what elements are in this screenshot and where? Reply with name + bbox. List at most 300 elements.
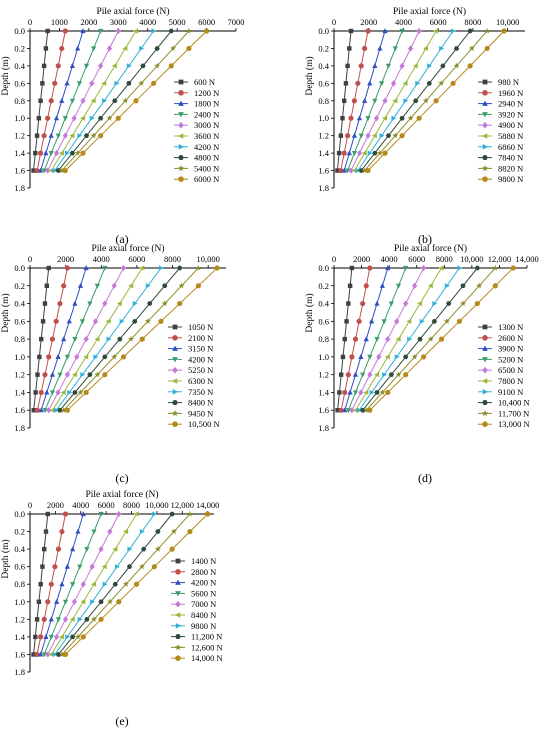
legend-marker xyxy=(482,122,488,129)
data-point xyxy=(345,133,350,138)
legend-entry: 11,700 N xyxy=(498,408,530,419)
data-point xyxy=(67,318,72,323)
x-tick-label: 2000 xyxy=(46,500,64,510)
data-point xyxy=(368,151,373,156)
data-point xyxy=(367,80,372,85)
chart-panel-e xyxy=(0,489,223,728)
legend-marker xyxy=(482,335,488,341)
legend-entry: 5400 N xyxy=(194,163,220,174)
data-point xyxy=(367,265,372,270)
y-tick-label: 1.6 xyxy=(14,165,25,176)
x-tick-label: 0 xyxy=(27,17,33,27)
data-point xyxy=(65,634,70,639)
legend-entry: 5200 N xyxy=(498,354,524,365)
data-point xyxy=(91,582,96,587)
legend-entry: 2800 N xyxy=(191,566,217,577)
data-point xyxy=(63,168,68,173)
data-point xyxy=(116,116,121,121)
data-point xyxy=(46,512,50,516)
data-point xyxy=(49,616,54,621)
data-point xyxy=(451,81,456,86)
data-point xyxy=(358,389,363,395)
data-point xyxy=(389,301,394,306)
panel-label: (b) xyxy=(418,232,432,246)
legend-entry: 6000 N xyxy=(194,174,220,185)
data-point xyxy=(403,372,408,377)
data-point xyxy=(341,355,345,359)
data-point xyxy=(90,564,95,570)
legend-entry: 8400 N xyxy=(191,610,217,620)
data-point xyxy=(352,98,357,103)
legend-marker xyxy=(176,623,181,629)
data-point xyxy=(70,99,75,104)
data-point xyxy=(90,599,95,604)
data-point xyxy=(84,390,89,395)
data-point xyxy=(38,634,43,639)
legend-marker xyxy=(178,122,184,129)
x-tick-label: 14,000 xyxy=(515,254,539,264)
legend-marker xyxy=(483,389,488,395)
data-point xyxy=(50,337,55,342)
legend-marker xyxy=(482,400,488,405)
legend-marker xyxy=(172,421,178,427)
y-tick-label: 1.6 xyxy=(318,405,329,416)
data-point xyxy=(396,284,401,289)
data-point xyxy=(396,337,401,342)
data-point xyxy=(439,265,444,270)
data-point xyxy=(205,511,210,516)
legend-marker xyxy=(172,410,179,416)
y-tick-label: 1.2 xyxy=(318,130,329,141)
data-point xyxy=(421,265,426,271)
data-point xyxy=(457,319,462,324)
data-point xyxy=(353,372,358,377)
data-point xyxy=(360,301,365,306)
data-point xyxy=(347,46,351,50)
data-point xyxy=(39,337,43,341)
data-point xyxy=(102,372,107,377)
y-tick-label: 1.0 xyxy=(318,351,329,362)
legend-marker xyxy=(482,90,488,96)
data-point xyxy=(84,547,89,552)
x-tick-label: 8000 xyxy=(464,17,482,27)
y-tick-label: 1.8 xyxy=(14,423,25,433)
legend-entry: 2940 N xyxy=(498,98,524,109)
legend-marker xyxy=(482,155,488,160)
legend-marker xyxy=(176,559,181,564)
data-point xyxy=(187,529,192,534)
data-point xyxy=(376,354,381,360)
legend-entry: 1400 N xyxy=(191,556,217,566)
data-point xyxy=(140,529,145,534)
x-tick-label: 6000 xyxy=(408,254,426,264)
data-point xyxy=(362,98,367,103)
x-tick-label: 4000 xyxy=(72,500,90,510)
panel-label: (a) xyxy=(115,232,129,246)
legend-marker xyxy=(173,389,178,395)
data-point xyxy=(374,115,379,121)
data-point xyxy=(340,116,344,120)
data-point xyxy=(380,133,385,138)
legend-entry: 12,600 N xyxy=(191,642,223,653)
x-tick-label: 6000 xyxy=(97,500,115,510)
y-tick-label: 0.4 xyxy=(318,60,329,71)
chart-panel-b xyxy=(304,6,525,246)
legend-entry: 9100 N xyxy=(498,386,524,397)
legend-entry: 2100 N xyxy=(188,332,214,343)
data-point xyxy=(112,283,117,289)
data-point xyxy=(395,354,400,359)
data-point xyxy=(72,301,77,306)
data-point xyxy=(337,151,341,155)
y-tick-label: 0.6 xyxy=(14,561,25,572)
data-point xyxy=(123,529,128,534)
data-point xyxy=(72,599,77,605)
data-point xyxy=(416,28,421,34)
data-point xyxy=(152,511,157,516)
data-point xyxy=(457,265,462,270)
legend-marker xyxy=(175,569,181,575)
data-point xyxy=(116,599,121,604)
legend-entry: 3900 N xyxy=(498,343,524,354)
data-point xyxy=(90,116,95,121)
data-point xyxy=(80,116,85,121)
legend-entry: 2400 N xyxy=(194,109,220,120)
data-point xyxy=(128,283,133,288)
data-point xyxy=(403,98,408,103)
y-tick-label: 0.4 xyxy=(318,298,329,309)
chart-panel-a xyxy=(0,6,245,246)
data-point xyxy=(342,390,347,395)
legend xyxy=(478,322,530,429)
x-tick-label: 0 xyxy=(27,254,33,264)
data-point xyxy=(72,337,77,342)
data-point xyxy=(35,133,39,137)
data-point xyxy=(78,283,83,288)
data-point xyxy=(81,634,86,639)
chart-panel-d xyxy=(304,243,539,485)
data-point xyxy=(204,28,209,33)
legend-marker xyxy=(483,325,488,330)
x-tick-label: 2000 xyxy=(57,254,75,264)
data-point xyxy=(127,63,132,68)
data-point xyxy=(65,151,70,156)
data-point xyxy=(349,29,353,33)
data-point xyxy=(339,133,343,137)
data-point xyxy=(70,582,75,587)
data-point xyxy=(502,28,507,33)
data-point xyxy=(70,133,75,138)
data-point xyxy=(406,319,411,324)
data-point xyxy=(56,134,61,139)
x-tick-label: 1000 xyxy=(50,17,68,27)
data-point xyxy=(112,63,117,68)
data-point xyxy=(355,81,360,86)
data-point xyxy=(50,408,55,413)
x-tick-label: 8000 xyxy=(123,500,141,510)
data-point xyxy=(365,28,370,33)
data-point xyxy=(348,390,353,395)
x-tick-label: 12,000 xyxy=(487,254,512,264)
legend-marker xyxy=(178,90,184,96)
y-tick-label: 0.0 xyxy=(318,26,329,36)
y-tick-label: 1.4 xyxy=(14,148,25,159)
chart-panel-c xyxy=(0,243,226,485)
y-tick-label: 1.8 xyxy=(318,183,329,193)
data-point xyxy=(41,319,45,323)
data-point xyxy=(133,98,138,103)
data-point xyxy=(350,266,354,270)
data-point xyxy=(50,372,55,377)
data-point xyxy=(359,63,364,68)
data-point xyxy=(52,81,57,86)
data-point xyxy=(151,81,156,86)
data-point xyxy=(186,46,191,51)
legend-entry: 3150 N xyxy=(188,343,214,354)
panel-label: (c) xyxy=(115,471,129,485)
data-point xyxy=(134,511,139,516)
x-tick-label: 10,000 xyxy=(196,254,220,264)
data-point xyxy=(77,133,82,138)
legend-marker xyxy=(178,176,184,182)
y-tick-label: 1.2 xyxy=(14,614,25,625)
data-point xyxy=(102,98,107,103)
legend-entry: 1300 N xyxy=(498,322,524,332)
data-point xyxy=(89,80,94,86)
data-point xyxy=(423,46,428,51)
data-point xyxy=(33,390,37,394)
data-point xyxy=(417,301,422,306)
legend-entry: 1960 N xyxy=(498,87,524,98)
data-point xyxy=(158,319,163,324)
legend-entry: 4200 N xyxy=(194,141,220,152)
legend-marker xyxy=(482,378,487,384)
legend-entry: 5880 N xyxy=(498,131,524,141)
data-point xyxy=(359,134,364,139)
x-tick-label: 6000 xyxy=(128,254,146,264)
legend-entry: 2600 N xyxy=(498,332,524,343)
data-point xyxy=(45,599,50,604)
y-tick-label: 1.4 xyxy=(14,631,25,642)
x-tick-label: 0 xyxy=(331,17,337,27)
data-point xyxy=(339,372,343,376)
data-point xyxy=(49,133,54,138)
legend-entry: 4200 N xyxy=(191,577,217,588)
x-tick-label: 7000 xyxy=(227,17,245,27)
data-point xyxy=(107,337,112,342)
legend-marker xyxy=(482,165,489,171)
data-point xyxy=(43,301,47,305)
data-point xyxy=(134,582,139,587)
data-point xyxy=(139,46,144,51)
data-point xyxy=(75,46,80,51)
y-tick-label: 1.8 xyxy=(14,183,25,193)
data-point xyxy=(511,265,516,270)
legend-marker xyxy=(175,655,181,661)
data-point xyxy=(46,266,50,270)
data-point xyxy=(347,150,352,155)
y-tick-label: 1.6 xyxy=(14,405,25,416)
y-tick-label: 0.0 xyxy=(14,26,25,36)
data-point xyxy=(364,336,369,341)
data-point xyxy=(344,319,348,323)
data-point xyxy=(56,547,61,552)
data-point xyxy=(363,390,368,395)
y-tick-label: 0.2 xyxy=(14,43,25,54)
data-point xyxy=(93,354,98,359)
legend-entry: 8820 N xyxy=(498,163,524,174)
data-point xyxy=(95,284,100,289)
data-point xyxy=(45,284,49,288)
y-axis-title: Depth (m) xyxy=(1,539,11,579)
x-tick-label: 5000 xyxy=(168,17,186,27)
legend-entry: 4200 N xyxy=(188,354,214,365)
data-point xyxy=(475,301,480,306)
data-point xyxy=(44,390,49,395)
data-point xyxy=(468,63,473,68)
data-point xyxy=(94,337,99,342)
data-point xyxy=(43,150,48,155)
data-point xyxy=(57,373,62,378)
data-point xyxy=(451,28,456,33)
data-point xyxy=(107,45,112,51)
legend-entry: 6500 N xyxy=(498,365,524,376)
legend-entry: 3920 N xyxy=(498,109,524,120)
x-tick-label: 4000 xyxy=(394,17,412,27)
legend-entry: 7840 N xyxy=(498,152,524,163)
data-point xyxy=(63,616,68,622)
data-point xyxy=(65,265,70,270)
data-point xyxy=(116,28,121,34)
legend xyxy=(174,77,219,184)
data-point xyxy=(428,283,433,288)
panel-label: (d) xyxy=(418,471,432,485)
data-point xyxy=(77,565,82,570)
data-point xyxy=(337,390,341,394)
data-point xyxy=(98,546,103,552)
data-point xyxy=(169,63,174,68)
data-point xyxy=(91,529,96,534)
data-point xyxy=(98,133,103,138)
y-tick-label: 0.8 xyxy=(14,579,25,590)
data-point xyxy=(61,390,66,395)
legend-marker xyxy=(482,410,489,416)
x-axis-title: Pile axial force (N) xyxy=(96,7,170,17)
data-point xyxy=(38,151,43,156)
data-point xyxy=(50,390,55,395)
data-point xyxy=(152,28,157,33)
data-point xyxy=(152,564,157,569)
data-point xyxy=(342,99,346,103)
data-point xyxy=(74,354,79,360)
data-point xyxy=(54,634,59,640)
legend xyxy=(168,322,220,429)
legend xyxy=(478,77,523,184)
data-point xyxy=(37,600,41,604)
x-tick-label: 8000 xyxy=(435,254,453,264)
data-point xyxy=(393,46,398,51)
data-point xyxy=(369,318,374,323)
data-point xyxy=(38,99,42,103)
legend xyxy=(171,556,223,663)
data-point xyxy=(196,283,201,288)
data-point xyxy=(214,265,219,270)
legend-marker xyxy=(175,634,181,639)
data-point xyxy=(439,337,444,342)
data-point xyxy=(374,301,379,306)
data-point xyxy=(44,529,48,533)
y-tick-label: 0.4 xyxy=(14,60,25,71)
y-tick-label: 0.0 xyxy=(14,509,25,519)
data-point xyxy=(358,354,363,359)
legend-entry: 7800 N xyxy=(498,376,524,386)
x-axis-title: Pile axial force (N) xyxy=(85,490,159,500)
data-point xyxy=(56,63,61,68)
y-tick-label: 1.0 xyxy=(14,596,25,607)
data-point xyxy=(103,582,108,587)
data-point xyxy=(80,319,85,324)
y-tick-label: 1.2 xyxy=(14,130,25,141)
y-axis-title: Depth (m) xyxy=(1,293,11,333)
data-point xyxy=(78,617,83,622)
data-point xyxy=(346,372,351,377)
x-tick-label: 12,000 xyxy=(170,500,194,510)
data-point xyxy=(45,116,50,121)
legend-marker xyxy=(482,421,488,427)
data-point xyxy=(345,64,349,68)
data-point xyxy=(67,390,72,395)
legend-entry: 13,000 N xyxy=(498,419,530,430)
y-tick-label: 0.2 xyxy=(318,43,329,54)
data-point xyxy=(117,301,122,306)
y-tick-label: 0.8 xyxy=(318,95,329,106)
legend-entry: 5600 N xyxy=(191,588,217,599)
data-point xyxy=(35,617,39,621)
legend-entry: 10,400 N xyxy=(498,397,530,408)
data-point xyxy=(421,354,426,359)
y-tick-label: 1.2 xyxy=(318,369,329,380)
y-tick-label: 1.4 xyxy=(318,387,329,398)
data-point xyxy=(377,46,382,51)
data-point xyxy=(485,46,490,51)
data-point xyxy=(432,301,437,306)
data-point xyxy=(416,116,421,121)
legend-entry: 6300 N xyxy=(188,376,214,386)
legend-marker xyxy=(175,644,182,650)
legend-entry: 1800 N xyxy=(194,98,220,109)
legend-entry: 7350 N xyxy=(188,386,214,397)
legend-marker xyxy=(483,144,488,150)
y-tick-label: 1.8 xyxy=(14,667,25,677)
data-point xyxy=(382,116,387,121)
data-point xyxy=(362,46,367,51)
data-point xyxy=(63,511,68,516)
data-point xyxy=(382,98,387,104)
data-point xyxy=(362,151,367,156)
data-point xyxy=(37,355,41,359)
data-point xyxy=(61,283,66,288)
legend-marker xyxy=(172,367,178,374)
data-point xyxy=(98,617,103,622)
data-point xyxy=(382,372,387,377)
legend-marker xyxy=(175,612,180,618)
data-point xyxy=(64,80,69,85)
data-point xyxy=(70,617,75,622)
data-point xyxy=(63,28,68,33)
data-point xyxy=(349,354,354,359)
data-point xyxy=(353,337,358,342)
data-point xyxy=(102,300,107,306)
